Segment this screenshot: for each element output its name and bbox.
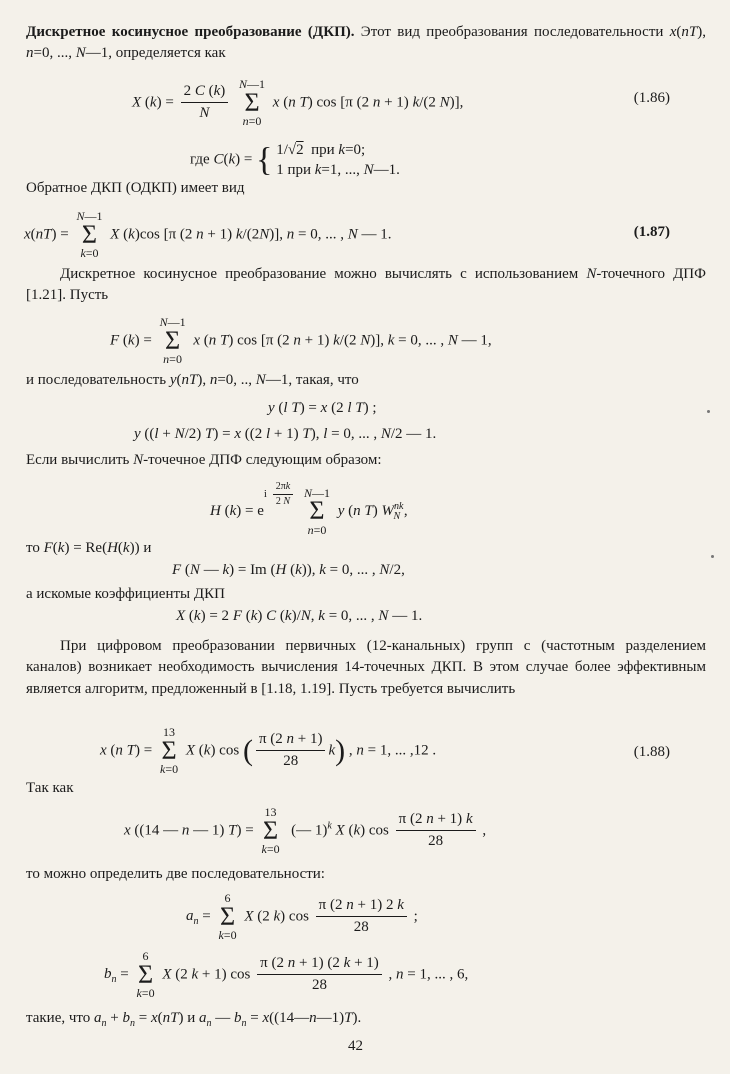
paragraph-inverse-dct: Обратное ДКП (ОДКП) имеет вид (26, 180, 245, 196)
equation-bn: $b_n = 6$ Σ k=0 X (2 k + 1) cos $\frac{\pi (2 n + 1) (2 k + 1)}{28}$ , n = 1, ... , 6, (104, 949, 469, 1001)
equation-number-1-87: (1.87) (633, 224, 670, 240)
scan-speck (707, 410, 710, 413)
equation-y-even: y (l T) = x (2 l T) ; (268, 400, 377, 416)
page-number: 42 (348, 1038, 363, 1054)
equation-1-87: x(nT) = N—1 Σ k=0 X (k)cos [π (2 n + 1) k/(2N)], n = 0, ... , N — 1. (24, 209, 392, 261)
paragraph-two-sequences: то можно определить две последовательности: (26, 866, 325, 882)
paragraph-coefficients: а искомые коэффициенты ДКП (26, 586, 225, 602)
equation-fk: F (k) = N—1 Σ n=0 x (n T) cos [π (2 n + 1) k/(2 N)], k = 0, ... , N — 1, (110, 315, 492, 367)
paragraph-dft: Дискретное косинусное преобразование можно вычислять с использованием N-точечного ДПФ [1.21]. Пусть (26, 266, 706, 304)
equation-xk: X (k) = 2 F (k) C (k)/N, k = 0, ... , N — 1. (176, 608, 423, 624)
equation-an: $a_n = 6$ Σ k=0 X (2 k) cos $\frac{\pi (2 n + 1) 2 k}{28}$ ; (186, 891, 418, 943)
equation-hk: H $(k) = e^{i \frac{2\pi k}{2 N}}$ N—1 Σ n=0 y (n T) $W^{nk}_N$ , (210, 481, 408, 538)
equation-x-reversed: x ((14 — n — 1) T) = 13 Σ k=0 (— 1)$^k$ X (k) cos $\frac{\pi (2 n + 1) k}{28}$ , (124, 805, 487, 857)
equation-1-86: X (k) = $\frac{2 C (k)}{N}$ N—1 Σ n=0 x (n T) cos [π (2 n + 1) k/(2 N)], (132, 77, 464, 129)
scan-speck (711, 555, 714, 558)
paragraph-such-that: такие, что $a_n + b_n = x(nT)$ и $a_n$ — $b_n$ = x((14—n—1)T). (26, 1010, 362, 1029)
ck-definition: где C(k) = { 1/√2 при k=0; 1 при k=1, ..., N—1. (190, 141, 400, 179)
equation-1-88: x (n T) = 13 Σ k=0 X (k) cos ( $\frac{\pi (2 n + 1)}{28}$ k) , n = 1, ... ,12 . (100, 725, 437, 777)
paragraph-since: Так как (26, 780, 74, 796)
paragraph-sequence: и последовательность y(nT), n=0, .., N—1, такая, что (26, 372, 359, 388)
equation-f-n-minus-k: F (N — k) = Im (H (k)), k = 0, ... , N/2, (172, 562, 405, 578)
paragraph-compute-dft: Если вычислить N-точечное ДПФ следующим образом: (26, 452, 382, 468)
paragraph-real-part: то F(k) = Re(H(k)) и (26, 540, 152, 556)
equation-y-odd: y ((l + N/2) T) = x ((2 l + 1) T), l = 0, ... , N/2 — 1. (134, 426, 437, 442)
paragraph-digital-conversion: При цифровом преобразовании первичных (12-канальных) групп с (частотным разделением каналов) возникает необходимость вычисления 14-точечных ДКП. В этом случае более эффективным является алгоритм, предложенный в [1.18, 1.19]. Пусть требуется вычислить (26, 638, 706, 697)
equation-number-1-86: (1.86) (633, 90, 670, 106)
paragraph-dct-definition: Дискретное косинусное преобразование (ДКП). Этот вид преобразования последовательности x(nT), n=0, ..., N—1, определяется как (26, 24, 706, 62)
equation-number-1-88: (1.88) (633, 744, 670, 760)
